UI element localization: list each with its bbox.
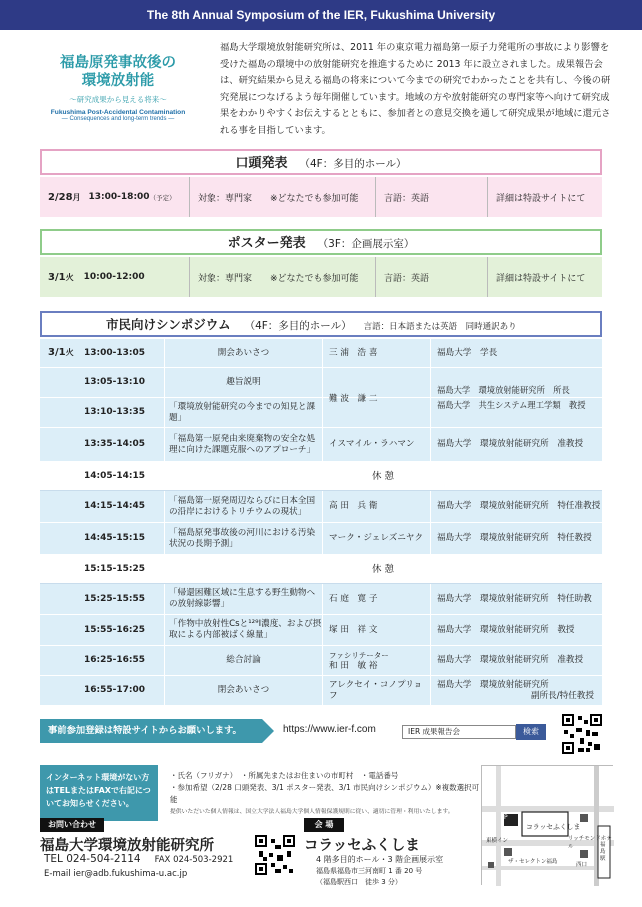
- header-title: The 8th Annual Symposium of the IER, Fukushima University: [0, 0, 642, 30]
- row-speaker: イスマイル・ラハマン: [322, 428, 430, 461]
- table-row: [40, 615, 602, 646]
- map-hotel-label: リッチモンドホテル: [568, 836, 612, 850]
- row-title: 閉会あいさつ: [164, 676, 322, 705]
- oral-target: 対象：専門家 ※どなたでも参加可能: [190, 177, 376, 217]
- oral-session-header: [40, 149, 602, 175]
- symposium-logo: [38, 54, 198, 144]
- map-restaurant-label: ザ・セレクトン福島: [508, 859, 558, 865]
- row-time: 14:15-14:45: [84, 501, 146, 511]
- row-time: 14:45-15:15: [84, 533, 146, 543]
- map-parking-label: P: [504, 814, 508, 821]
- row-title: 趣旨説明: [164, 368, 322, 397]
- break-row: [40, 462, 602, 491]
- venue-map: [481, 765, 613, 885]
- logo-english-subtitle: ― Consequences and long-term trends ―: [61, 116, 175, 122]
- poster-details: 詳細は特設サイトにて: [496, 273, 586, 284]
- poster-session-info: [40, 257, 602, 297]
- oral-datetime: [40, 177, 190, 217]
- poster-date: 3/1: [48, 271, 66, 283]
- qr-code-icon[interactable]: [562, 714, 602, 754]
- logo-subtitle: 〜研究成果から見える将来〜: [69, 95, 167, 104]
- venue-address: [316, 866, 422, 888]
- row-time: 15:25-15:55: [84, 593, 146, 604]
- contact-tel: TEL 024-504-2114: [44, 853, 141, 865]
- contact-qr-code-icon[interactable]: [255, 835, 295, 875]
- break-row: [40, 555, 602, 584]
- row-speaker: マーク・ジェレズニヤク: [322, 523, 430, 554]
- poster-target: 対象：専門家 ※どなたでも参加可能: [190, 257, 376, 297]
- break-label: 休 憩: [371, 470, 395, 482]
- row-time: 15:55-16:25: [84, 624, 146, 635]
- row-affiliation: 福島大学 環境放射能研究所 特任助教: [430, 584, 602, 614]
- oral-session-info: [40, 177, 602, 217]
- poster-title: ポスター発表: [227, 236, 306, 251]
- oral-date: 2/28: [48, 191, 73, 203]
- table-row: [40, 584, 602, 615]
- public-language-note: 言語：日本語または英語 同時通訳あり: [363, 322, 517, 332]
- oral-language: 言語：英語: [376, 177, 488, 217]
- venue-name: コラッセふくしま: [304, 838, 420, 854]
- venue-label: 会 場: [304, 818, 344, 832]
- registration-fields-info: [170, 770, 480, 818]
- row-affiliation: 福島大学 環境放射能研究所 特任准教授: [430, 491, 602, 522]
- row-speaker: アレクセイ・コノプリョフ: [322, 676, 430, 705]
- poster-datetime: [40, 257, 190, 297]
- merged-affiliation: [430, 368, 602, 428]
- row-title: 総合討論: [164, 646, 322, 675]
- row-time: 16:55-17:00: [84, 685, 146, 695]
- row-speaker: 高 田 兵 衛: [322, 491, 430, 522]
- oral-details: 詳細は特設サイトにて: [496, 193, 586, 204]
- row-speaker: 塚 田 祥 文: [322, 615, 430, 645]
- row-time: 13:10-13:35: [84, 407, 146, 417]
- map-building-label: コラッセふくしま: [526, 823, 581, 831]
- row-title: 開会あいさつ: [164, 339, 322, 367]
- intro-paragraph: 福島大学環境放射能研究所は、2011 年の東京電力福島第一原子力発電所の事故により影響を受けた福島の環境中の放射能研究を推進するために 2013 年に設立されました。成果報告会は、研究結果から見える福島の将来について今までの研究でわかったことを共有し、今後の研究発展につなげるよう毎年開催しています。地域の方や放射能研究の専門家等へ向けて研究成果をわかりやすくお伝えするとともに、参加者との意見交換を通して研究成果が地域に還元される事を目指しています。: [220, 42, 611, 136]
- poster-weekday: 火: [65, 272, 74, 282]
- table-row: [40, 491, 602, 523]
- row-affiliation-2: 副所長/特任教授: [530, 690, 594, 701]
- row-time: 13:00-13:05: [84, 347, 146, 358]
- venue-floor: 4 階多目的ホール・3 階企画展示室: [316, 855, 444, 864]
- row-speaker-name: 和 田 敏 裕: [329, 660, 378, 671]
- poster-language: 言語：英語: [376, 257, 488, 297]
- public-schedule-table: [40, 339, 602, 705]
- merged-affiliation-1: 福島大学 環境放射能研究所 所長: [437, 385, 570, 395]
- break-label: 休 憩: [371, 563, 395, 575]
- row-title: 「作物中放射性Csと¹²⁹I濃度、および摂取による内部被ばく線量」: [164, 615, 322, 645]
- map-inn-label: 東横イン: [486, 838, 509, 844]
- row-time: 13:05-13:10: [84, 377, 146, 387]
- row-speaker-role: ファシリテーター: [329, 650, 389, 660]
- oral-time-note: （予定）: [149, 193, 176, 202]
- row-affiliation: 福島大学 学長: [430, 339, 602, 367]
- merged-speaker: 難 波 謙 二: [322, 368, 430, 428]
- logo-line2: 環境放射能: [81, 73, 155, 89]
- public-title: 市民向けシンポジウム: [106, 317, 231, 332]
- row-title: 「福島第一原発周辺ならびに日本全国の沿岸におけるトリチウムの現状」: [164, 491, 322, 522]
- privacy-note: 提供いただいた個人情報は、国立大学法人福島大学個人情報保護規則に従い、適切に管理・利用いたします。: [170, 809, 454, 815]
- public-weekday: 火: [65, 348, 74, 357]
- row-affiliation-1: 福島大学 環境放射能研究所: [437, 679, 549, 690]
- row-time: 13:35-14:05: [84, 439, 146, 449]
- contact-fax: FAX 024-503-2921: [154, 855, 234, 865]
- table-row: [40, 428, 602, 462]
- table-row: [40, 676, 602, 705]
- merged-affiliation-2: 福島大学 共生システム理工学類 教授: [437, 400, 586, 410]
- row-title: 「環境放射能研究の今までの知見と課題」: [164, 398, 322, 427]
- oral-title: 口頭発表: [235, 156, 288, 171]
- public-symposium-header: [40, 311, 602, 337]
- row-speaker: [322, 646, 430, 675]
- row-time: 16:25-16:55: [84, 655, 146, 665]
- contact-phone: [44, 853, 233, 865]
- no-internet-notice: インターネット環境がない方はTELまたはFAXで右記についてお知らせください。: [40, 765, 158, 821]
- oral-venue: （4F：多目的ホール）: [299, 158, 407, 170]
- row-speaker: 三 浦 浩 喜: [322, 339, 430, 367]
- website-link[interactable]: https://www.ier-f.com: [283, 724, 376, 735]
- row-speaker: 石 庭 寛 子: [322, 584, 430, 614]
- row-affiliation: 福島大学 環境放射能研究所 特任教授: [430, 523, 602, 554]
- contact-email[interactable]: E-mail ier@adb.fukushima-u.ac.jp: [44, 869, 188, 879]
- poster-venue: （3F：企画展示室）: [317, 238, 415, 250]
- contact-label: お問い合わせ: [40, 818, 104, 832]
- table-row: [40, 339, 602, 368]
- oral-weekday: 月: [72, 192, 81, 202]
- required-fields: ・氏名（フリガナ） ・所属先またはお住まいの市町村 ・電話番号: [170, 771, 399, 780]
- row-title: 「帰還困難区域に生息する野生動物への放射線影響」: [164, 584, 322, 614]
- oral-time: 13:00-18:00: [88, 192, 150, 202]
- venue-street: 福島県福島市三河南町 1 番 20 号: [316, 867, 423, 875]
- row-affiliation: 福島大学 環境放射能研究所 准教授: [430, 646, 602, 675]
- public-venue: （4F：多目的ホール）: [244, 320, 352, 332]
- map-exit-label: 西口: [576, 862, 588, 868]
- public-date: 3/1: [48, 347, 66, 358]
- venue-access: （福島駅西口 徒歩 3 分）: [316, 878, 402, 886]
- row-affiliation: [430, 676, 602, 705]
- row-time: 15:15-15:25: [84, 563, 146, 574]
- logo-line1: 福島原発事故後の: [60, 55, 176, 71]
- map-station-label: 福島駅: [600, 842, 606, 862]
- contact-organization: 福島大学環境放射能研究所: [40, 838, 214, 854]
- search-button[interactable]: 検索: [516, 724, 546, 740]
- registration-badge: 事前参加登録は特設サイトからお願いします。: [40, 719, 262, 743]
- poster-session-header: [40, 229, 602, 255]
- row-time: 14:05-14:15: [84, 470, 146, 481]
- logo-english-title: Fukushima Post-Accidental Contamination: [50, 109, 186, 116]
- row-affiliation: 福島大学 環境放射能研究所 教授: [430, 615, 602, 645]
- table-row: [40, 523, 602, 555]
- search-input[interactable]: IER 成果報告会: [402, 725, 516, 739]
- row-title: 「福島原発事故後の河川における汚染状況の長期予測」: [164, 523, 322, 554]
- row-affiliation: 福島大学 環境放射能研究所 准教授: [430, 428, 602, 461]
- table-row: [40, 646, 602, 676]
- poster-time: 10:00-12:00: [83, 272, 145, 282]
- participation-options: ・参加希望（2/28 口頭発表、3/1 ポスター発表、3/1 市民向けシンポジウム）※複数選択可能: [170, 783, 480, 804]
- row-title: 「福島第一原発由来廃棄物の安全な処理に向けた課題克服へのアプローチ」: [164, 428, 322, 461]
